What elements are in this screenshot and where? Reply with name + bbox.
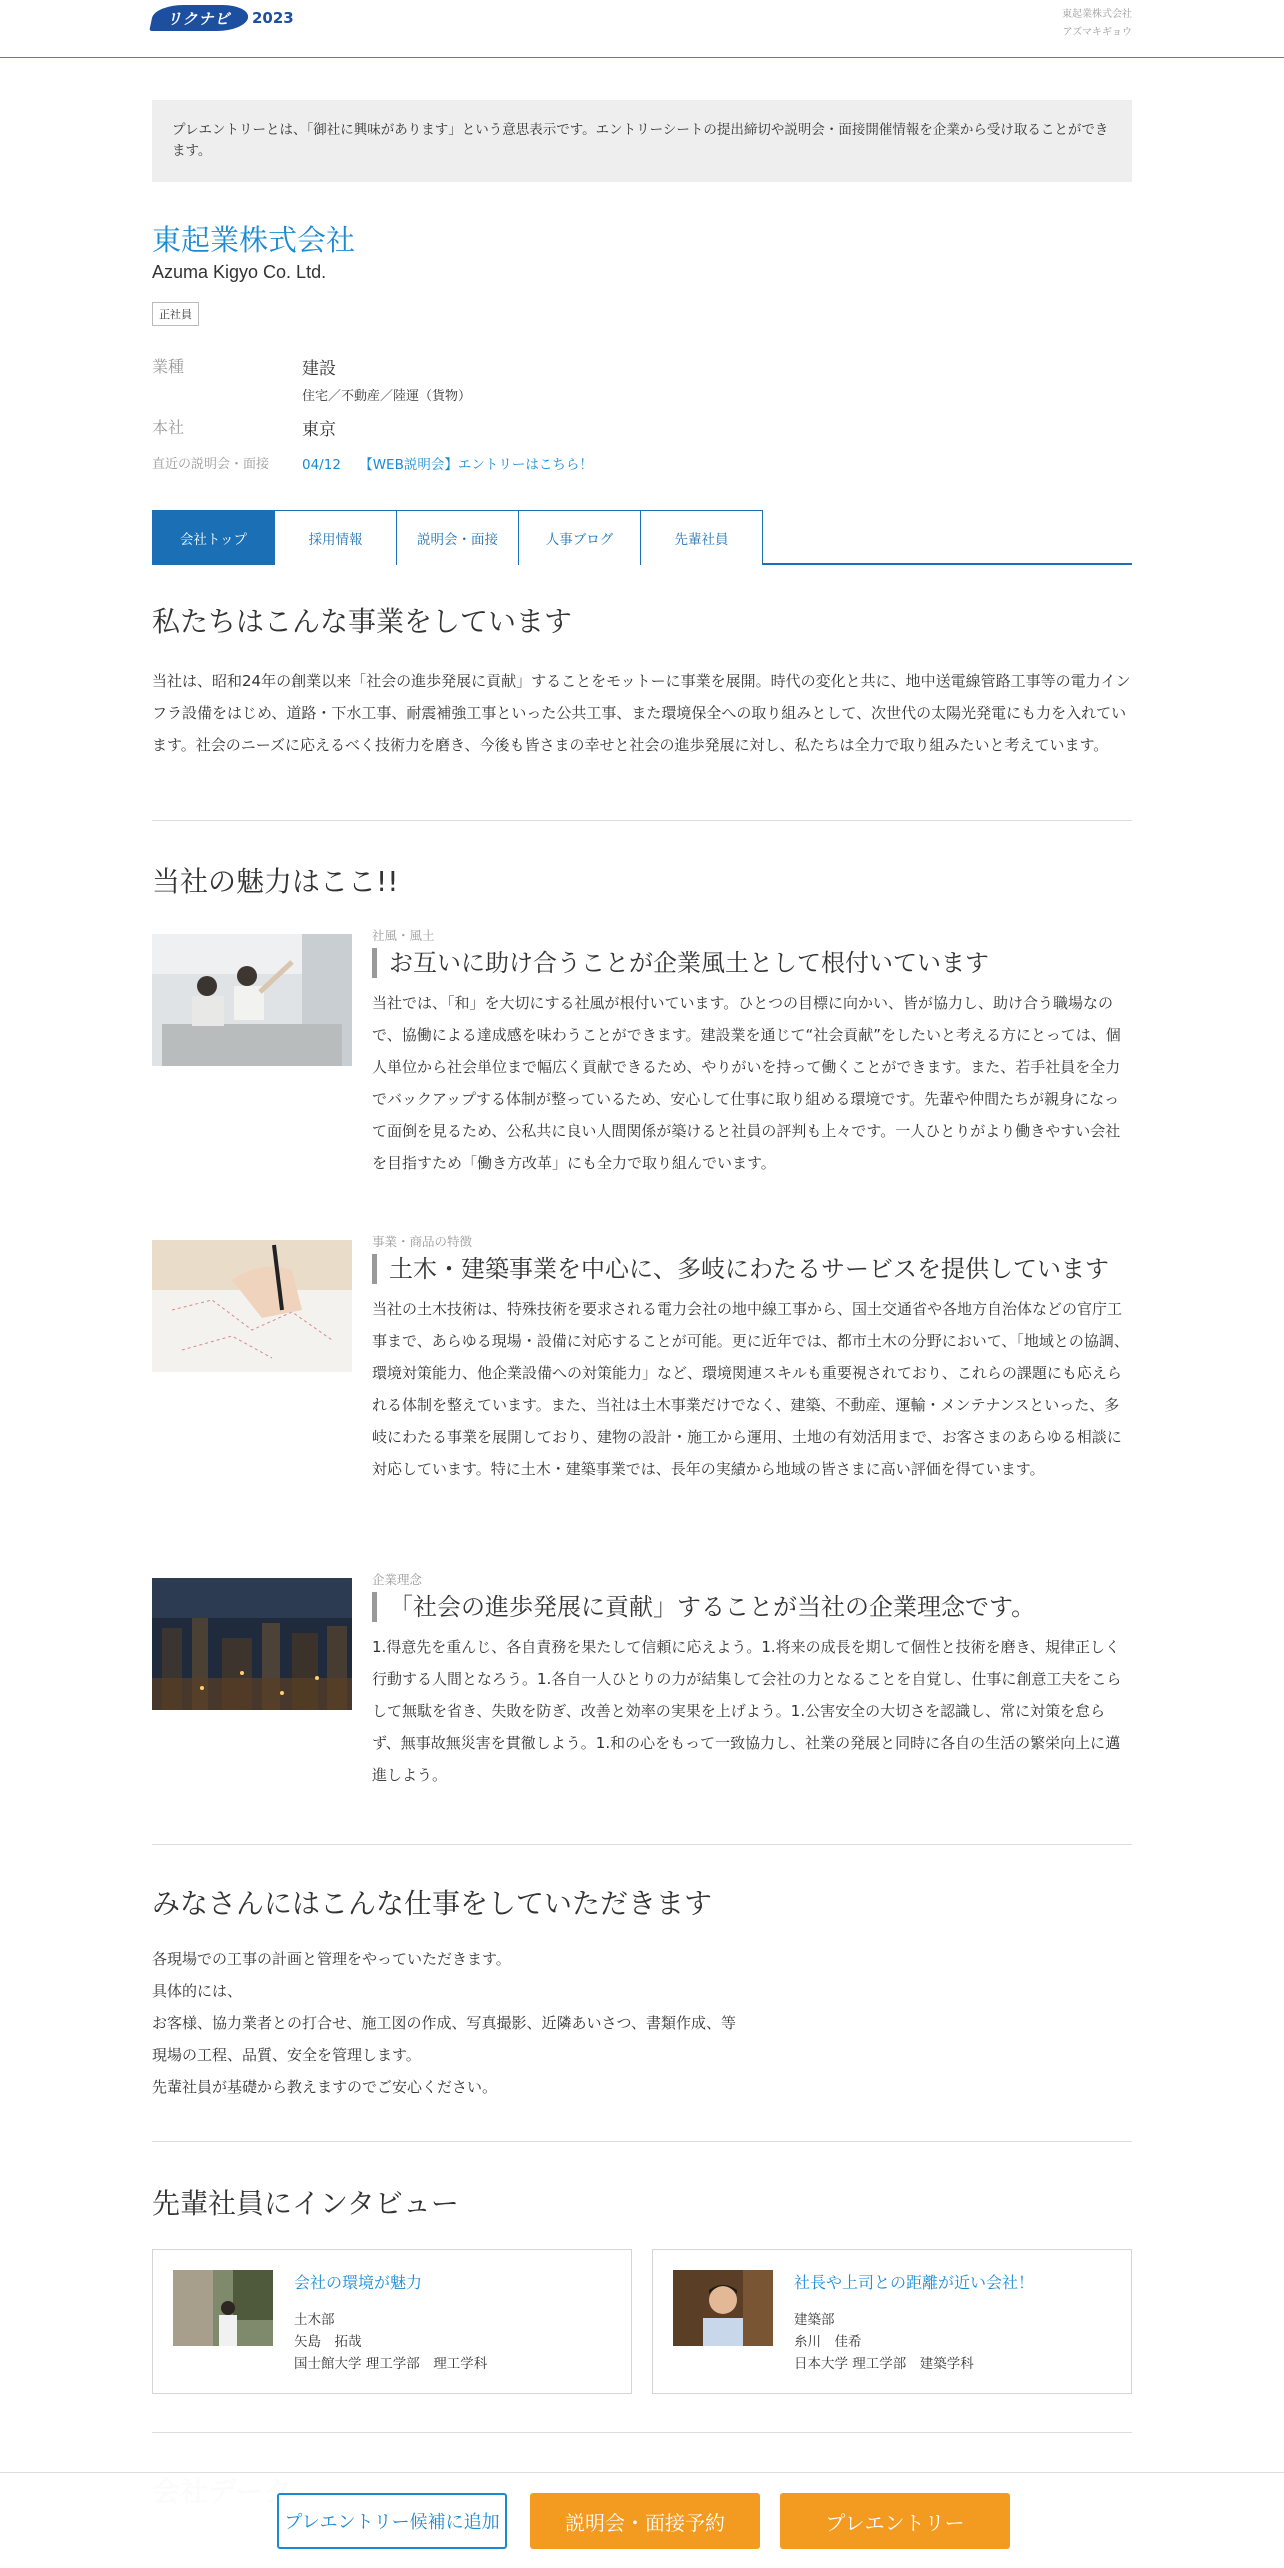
interview-school: 日本大学 理工学部 建築学科 [794,2356,974,2372]
company-name-en: Azuma Kigyo Co. Ltd. [152,262,327,282]
company-name: 東起業株式会社 [152,223,356,257]
seminar-link[interactable] [302,453,593,473]
tab-recruit-info[interactable]: 採用情報 [274,510,397,565]
employment-type-tag: 正社員 [152,302,199,326]
logo-mark: リクナビ [149,5,251,31]
industry-label: 業種 [152,357,185,376]
feature-text: 当社の土木技術は、特殊技術を要求される電力会社の地中線工事から、国土交通省や各地方自治体などの官庁工事まで、あらゆる現場・設備に対応することが可能。更に近年では、都市土木の分野において、「地域との協調、環境対策能力、他企業設備への対策能力」など、環境関連スキルも重要視されており、これらの課題にも応えられる体制を整えています。また、当社は土木事業だけでなく、建築、不動産、運輸・メンテナンスといった、多岐にわたる事業を展開しており、建物の設計・施工から運用、土地の有効活用まで、お客さまのあらゆる相談に対応しています。特に土木・建築事業では、長年の実績から地域の皆さまに高い評価を得ています。 [372,1300,1129,1478]
site-header [0,0,1284,58]
work-line: 先輩社員が基礎から教えますのでご安心ください。 [152,2078,498,2096]
feature-photo-office [152,934,352,1066]
feature-heading: お互いに助け合うことが企業風土として根付いています [372,948,1132,978]
interview-card[interactable] [152,2249,632,2394]
feature-category: 社風・風土 [372,928,435,943]
seminar-date: 04/12 [302,457,341,473]
hq-value: 東京 [302,420,336,440]
interview-dept: 土木部 [294,2312,335,2328]
industry-value: 建設 [302,359,336,379]
rikunabi-logo[interactable] [152,4,300,32]
feature-photo-cityscape [152,1578,352,1710]
hq-label: 本社 [152,418,185,437]
interview-card-title: 会社の環境が魅力 [294,2273,423,2292]
interview-photo [673,2270,773,2346]
header-company-kana: アズマキギョウ [1062,27,1132,38]
interview-school: 国士館大学 理工学部 理工学科 [294,2356,488,2372]
feature-photo-drawing [152,1240,352,1372]
interview-name: 糸川 佳希 [794,2334,862,2350]
divider [152,1844,1132,1845]
work-line: 現場の工程、品質、安全を管理します。 [152,2046,421,2064]
interview-card[interactable] [652,2249,1132,2394]
tab-hr-blog[interactable]: 人事ブログ [518,510,641,565]
tab-company-top[interactable]: 会社トップ [152,510,275,565]
add-candidate-button[interactable]: プレエントリー候補に追加 [277,2493,507,2549]
logo-year: 2023 [252,9,294,27]
business-text: 当社は、昭和24年の創業以来「社会の進歩発展に貢献」することをモットーに事業を展開。時代の変化と共に、地中送電線管路工事等の電力インフラ設備をはじめ、道路・下水工事、耐震補強工事といった公共工事、また環境保全への取り組みとして、次世代の太陽光発電にも力を入れています。社会のニーズに応えるべく技術力を磨き、今後も皆さまの幸せと社会の進歩発展に対し、私たちは全力で取り組みたいと考えています。 [152,672,1131,754]
tab-senior-staff[interactable]: 先輩社員 [640,510,763,565]
feature-text: 当社では、「和」を大切にする社風が根付いています。ひとつの目標に向かい、皆が協力し、助け合う職場なので、協働による達成感を味わうことができます。建設業を通じて“社会貢献”をしたいと考える方にとっては、個人単位から社会単位まで幅広く貢献できるため、やりがいを持って働くことができます。また、若手社員を全力でバックアップする体制が整っているため、安心して仕事に取り組める環境です。先輩や仲間たちが親身になって面倒を見るため、公私共に良い人間関係が築けると社員の評判も上々です。一人ひとりがより働きやすい会社を目指すため「働き方改革」にも全力で取り組んでいます。 [372,994,1121,1172]
seminar-link-text: 【WEB説明会】エントリーはこちら！ [359,457,593,473]
work-description [152,1943,1132,2103]
feature-category: 事業・商品の特徴 [372,1234,473,1249]
interview-photo [173,2270,273,2346]
seminar-reserve-button[interactable]: 説明会・面接予約 [530,2493,760,2549]
pre-entry-notice: プレエントリーとは、「御社に興味があります」という意思表示です。エントリーシートの提出締切や説明会・面接開催情報を企業から受け取ることができます。 [152,100,1132,182]
divider [152,820,1132,821]
feature-category: 企業理念 [372,1572,423,1587]
work-line: 各現場での工事の計画と管理をやっていただきます。 [152,1950,511,1968]
business-title: 私たちはこんな事業をしています [152,605,573,638]
pre-entry-button[interactable]: プレエントリー [780,2493,1010,2549]
work-title: みなさんにはこんな仕事をしていただきます [152,1887,713,1920]
tab-seminar[interactable]: 説明会・面接 [396,510,519,565]
divider [152,2141,1132,2142]
work-line: 具体的には、 [152,1982,243,2000]
divider [152,2432,1132,2433]
appeal-title: 当社の魅力はここ!! [152,865,399,898]
company-tabs [152,510,1132,565]
interview-card-title: 社長や上司との距離が近い会社！ [794,2273,1035,2292]
header-company-name: 東起業株式会社 [1062,9,1132,20]
bottom-action-bar [0,2472,1284,2568]
feature-heading: 「社会の進歩発展に貢献」することが当社の企業理念です。 [372,1592,1132,1622]
header-company-info [1062,6,1132,42]
interview-name: 矢島 拓哉 [294,2334,362,2350]
interview-title: 先輩社員にインタビュー [152,2187,459,2220]
feature-text: 1.得意先を重んじ、各自責務を果たして信頼に応えよう。1.将来の成長を期して個性と技術を磨き、規律正しく行動する人間となろう。1.各自一人ひとりの力が結集して会社の力となることを自覚し、仕事に創意工夫をこらして無駄を省き、失敗を防ぎ、改善と効率の実果を上げよう。1.公害安全の大切さを認識し、常に対策を怠らず、無事故無災害を貫徹しよう。1.和の心をもって一致協力し、社業の発展と同時に各自の生活の繁栄向上に邁進しよう。 [372,1638,1122,1784]
seminar-label: 直近の説明会・面接 [152,457,270,472]
work-line: お客様、協力業者との打合せ、施工図の作成、写真撮影、近隣あいさつ、書類作成、等 [152,2014,736,2032]
feature-heading: 土木・建築事業を中心に、多岐にわたるサービスを提供しています [372,1254,1132,1284]
interview-dept: 建築部 [794,2312,835,2328]
industry-sub: 住宅／不動産／陸運（貨物） [302,389,472,404]
